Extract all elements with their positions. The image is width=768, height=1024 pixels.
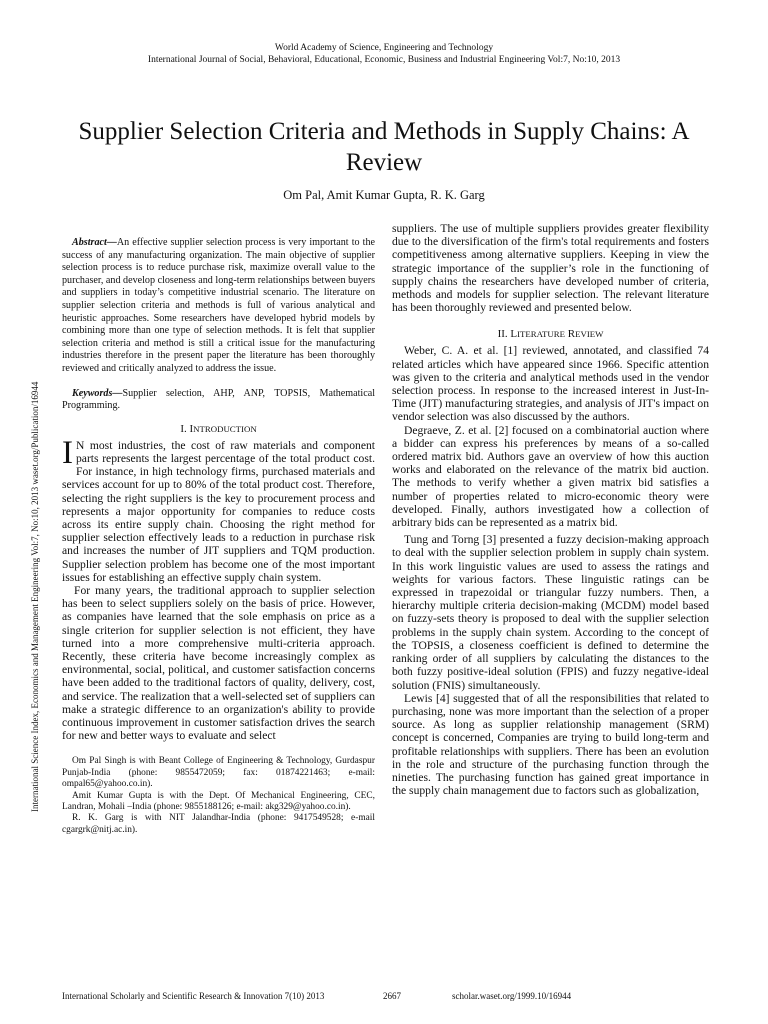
footer-publisher: International Scholarly and Scientific Research & Innovation 7(10) 2013 [62,991,325,1001]
intro-continued: suppliers. The use of multiple suppliers provides greater flexibility due to the diversification of the firm's total requirements and fosters competitiveness among alternative suppliers. Keeping in view the strategic importance of the supplier’s role in the functioning of supply chains the researchers have developed number of criteria, methods and models for supplier selection. The relevant literature has been thoroughly reviewed and presented below. [392,222,709,315]
side-publication-info: International Science Index, Economics and Management Engineering Vol:7, No:10, 2013 waset.org/Publication/16944 [30,381,40,812]
intro-heading-rest: NTRODUCTION [193,423,257,434]
intro-heading-num: I. I [180,422,194,435]
literature-paragraph-1: Weber, C. A. et al. [1] reviewed, annotated, and classified 74 related articles which have appeared since 1966. Specific attention was given to the criteria and analytical methods used in the vendor selection process. In response to the increased interest in Just-In-Time (JIT) manufacturing strategies, and analysis of JIT's impact on vendor selection was also discussed by the authors. [392,344,709,424]
page-number: 2667 [383,991,401,1001]
intro-paragraph-1 [62,434,375,584]
literature-paragraph-2: Degraeve, Z. et al. [2] focused on a combinatorial auction where a bidder can express his preferences by means of a so-called ordered matrix bid. Authors gave an overview of how this auction works and elaborated on the relevance of the matrix bid auction. The methods to verify whether a given matrix bid satisfies a number of properties related to micro-economic theory were developed. Finally, authors investigated how a collection of arbitrary bids can be represented as a matrix bid. [392,423,709,530]
abstract-text: An effective supplier selection process is very important to the success of any manufacturing organization. The main objective of supplier selection process is to reduce purchase risk, maximize overall value to the purchaser, and develop closeness and long-term relationships between buyers and suppliers in today’s competitive industrial scenario. The literature on supplier selection criteria and methods is full of various analytical and heuristic approaches. Some researchers have developed hybrid models by combining more than one type of selection methods. It is felt that supplier selection criteria and method is still a critical issue for the manufacturing industries therefore in the present paper the literature has been thoroughly reviewed and critically analyzed to address the issue. [62,237,375,374]
lit-heading-sc2: EVIEW [575,329,604,340]
intro-p1-text: N most industries, the cost of raw materials and component parts represents the largest percentage of the total product cost. For instance, in high technology firms, purchased materials and services account for up to 80% of the total product cost. Therefore, selecting the right suppliers is the key to procurement process and represents a major opportunity for companies to reduce costs across its entire supply chain. Choosing the right method for supplier selection effectively leads to a reduction in purchase risk and increases the number of JIT suppliers and TQM production. Supplier selection problem has become one of the most important issues for establishing an effective supply chain system. [62,438,375,584]
journal-volume: International Journal of Social, Behavioral, Educational, Economic, Business and Industrial Engineering Vol:7, No:10, 2013 [147,55,621,65]
intro-paragraph-2: For many years, the traditional approach to supplier selection has been to select suppliers solely on the basis of price. However, as companies have learned that the sole emphasis on price as a single criterion for supplier selection is not efficient, they have turned into a more comprehensive multi-criteria approach. Recently, these criteria have become increasingly complex as environmental, social, political, and customer satisfaction concerns have been added to the traditional factors of quality, delivery, cost, and service. The realization that a well-selected set of suppliers can make a strategic difference to an organization's ability to provide continuous improvement in customer satisfaction drives the search for new and better ways to evaluate and select [62,583,375,743]
right-column [392,222,709,797]
paper-authors: Om Pal, Amit Kumar Gupta, R. K. Garg [283,188,485,202]
footer-doi-link[interactable]: scholar.waset.org/1999.10/16944 [452,991,572,1001]
left-column [62,237,375,836]
keywords-text: Supplier selection, AHP, ANP, TOPSIS, Mathematical Programming. [62,387,375,412]
literature-paragraph-4: Lewis [4] suggested that of all the responsibilities that related to purchasing, none was more important than the selection of a proper source. As long as supplier relationship management (SRM) concept is concerned, Companies are trying to build long-term and profitable relationships with suppliers. There has been an evolution in the role and structure of the purchasing function through the nineties. The purchasing function has gained great importance in the supply chain management due to factors such as globalization, [392,691,709,798]
footnotes [62,756,375,836]
lit-heading-r: R [565,328,576,341]
literature-heading [392,328,709,340]
intro-dropcap: I [62,434,73,471]
literature-paragraph-3: Tung and Torng [3] presented a fuzzy decision-making approach to deal with the supplier selection problem in supply chain system. In this work linguistic values are used to assess the ratings and weights for various factors. These linguistic ratings can be expressed in trapezoidal or triangular fuzzy numbers. Then, a hierarchy multiple criteria decision-making (MCDM) model based on fuzzy-sets theory is proposed to deal with the supplier selection problems in the supply chain system. According to the concept of the TOPSIS, a closeness coefficient is defined to determine the ranking order of all suppliers by calculating the distances to the both fuzzy positive-ideal solution (FPIS) and fuzzy negative-ideal solution (FNIS) simultaneously. [392,533,709,692]
lit-heading-num: II. L [497,328,518,341]
footnote-1: Om Pal Singh is with Beant College of Engineering & Technology, Gurdaspur Punjab-India (phone: 9855472059; fax: 01874221463; e-mail: ompal65@yahoo.co.in). [62,756,375,790]
footnote-2: Amit Kumar Gupta is with the Dept. Of Mechanical Engineering, CEC, Landran, Mohali –India (phone: 9855188126; e-mail: akg329@yahoo.co.in). [62,790,375,813]
journal-name: World Academy of Science, Engineering and Technology [274,43,494,53]
lit-heading-sc1: ITERATURE [517,329,565,340]
intro-heading [62,423,375,435]
keywords [62,388,375,413]
keywords-label: Keywords— [72,387,123,399]
abstract [62,237,375,376]
paper-title: Supplier Selection Criteria and Methods in Supply Chains: A Review [78,118,690,176]
abstract-label: Abstract— [72,237,117,248]
footnote-3: R. K. Garg is with NIT Jalandhar-India (phone: 9417549528; e-mail cgargrk@nitj.ac.in). [62,813,375,835]
